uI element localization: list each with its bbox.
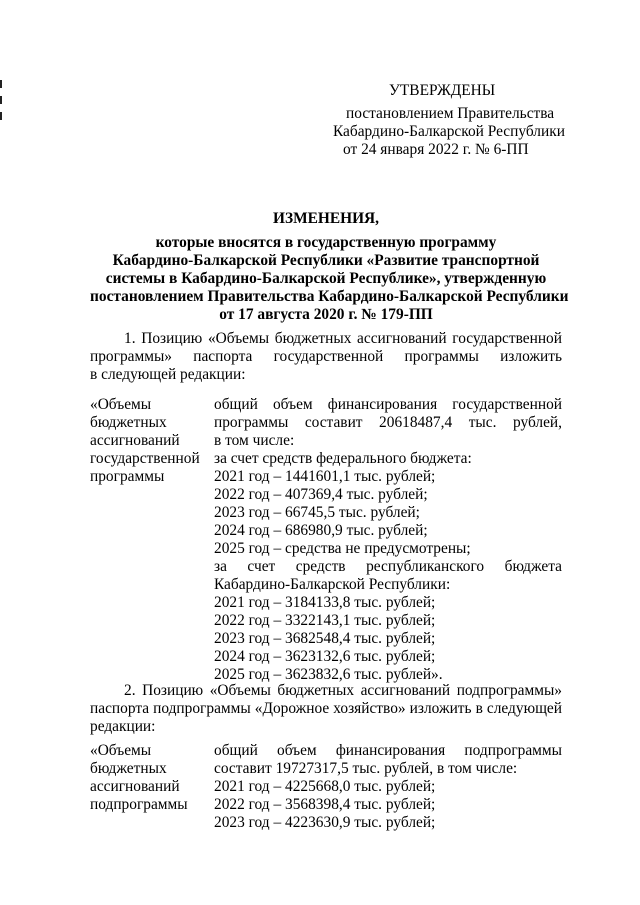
item1-line-1: 1. Позицию «Объемы бюджетных ассигнований государственной — [124, 330, 562, 347]
heading-line-2: Кабардино-Балкарской Республики «Развитие транспортной — [112, 252, 540, 269]
item2-line-2: паспорта подпрограммы «Дорожное хозяйство» изложить в следующей — [90, 700, 562, 717]
approval-line-3: от 24 января 2022 г. № 6-ПП — [343, 141, 529, 158]
item1-table-right-10: за счет средств республиканского бюджета — [214, 558, 562, 575]
approval-title: УТВЕРЖДЕНЫ — [389, 82, 496, 99]
item2-table-right-4: 2022 год – 3568398,4 тыс. рублей; — [214, 796, 436, 813]
item2-table-left-4: подпрограммы — [90, 796, 188, 813]
heading-line-3: системы в Кабардино-Балкарской Республике», утвержденную — [105, 270, 547, 287]
heading-line-5: от 17 августа 2020 г. № 179-ПП — [219, 306, 433, 323]
item2-table-right-3: 2021 год – 4225668,0 тыс. рублей; — [214, 778, 436, 795]
item1-table-left-2: бюджетных — [90, 414, 167, 431]
item1-table-right-2: программы составит 20618487,4 тыс. рублей, — [214, 414, 562, 431]
heading-line-4: постановлением Правительства Кабардино-Балкарской Республики — [90, 288, 569, 305]
item1-table-left-1: «Объемы — [90, 396, 152, 413]
item2-table-left-1: «Объемы — [90, 742, 152, 759]
item1-table-right-9: 2025 год – средства не предусмотрены; — [214, 540, 471, 557]
item2-table-right-2: составит 19727317,5 тыс. рублей, в том числе: — [214, 760, 518, 777]
item2-table-right-1: общий объем финансирования подпрограммы — [214, 742, 562, 759]
item1-table-right-13: 2022 год – 3322143,1 тыс. рублей; — [214, 612, 436, 629]
item1-table-right-8: 2024 год – 686980,9 тыс. рублей; — [214, 522, 428, 539]
approval-line-2: Кабардино-Балкарской Республики — [333, 123, 565, 140]
heading-line-1: которые вносятся в государственную программу — [155, 234, 497, 251]
item1-table-right-12: 2021 год – 3184133,8 тыс. рублей; — [214, 594, 436, 611]
item1-line-3: в следующей редакции: — [90, 366, 246, 383]
approval-line-1: постановлением Правительства — [346, 105, 555, 122]
item1-table-right-1: общий объем финансирования государственной — [214, 396, 562, 413]
item1-table-right-14: 2023 год – 3682548,4 тыс. рублей; — [214, 630, 436, 647]
item1-table-right-6: 2022 год – 407369,4 тыс. рублей; — [214, 486, 428, 503]
item1-table-right-16: 2025 год – 3623832,6 тыс. рублей». — [214, 666, 443, 683]
item1-table-right-4: за счет средств федерального бюджета: — [214, 450, 472, 467]
item1-table-left-3: ассигнований — [90, 432, 180, 449]
item2-line-1: 2. Позицию «Объемы бюджетных ассигнований подпрограммы» — [124, 682, 562, 699]
item1-table-right-3: в том числе: — [214, 432, 295, 449]
item1-table-right-5: 2021 год – 1441601,1 тыс. рублей; — [214, 468, 436, 485]
document-title: ИЗМЕНЕНИЯ, — [272, 210, 380, 227]
margin-marks — [0, 80, 3, 128]
item1-line-2: программы» паспорта государственной программы изложить — [90, 348, 562, 365]
item1-table-right-11: Кабардино-Балкарской Республики: — [214, 576, 451, 593]
item2-table-left-2: бюджетных — [90, 760, 167, 777]
item1-table-left-5: программы — [90, 468, 165, 485]
item2-table-left-3: ассигнований — [90, 778, 180, 795]
item1-table-right-15: 2024 год – 3623132,6 тыс. рублей; — [214, 648, 436, 665]
item1-table-right-7: 2023 год – 66745,5 тыс. рублей; — [214, 504, 420, 521]
item2-line-3: редакции: — [90, 718, 156, 735]
item1-table-left-4: государственной — [90, 450, 200, 467]
item2-table-right-5: 2023 год – 4223630,9 тыс. рублей; — [214, 814, 436, 831]
